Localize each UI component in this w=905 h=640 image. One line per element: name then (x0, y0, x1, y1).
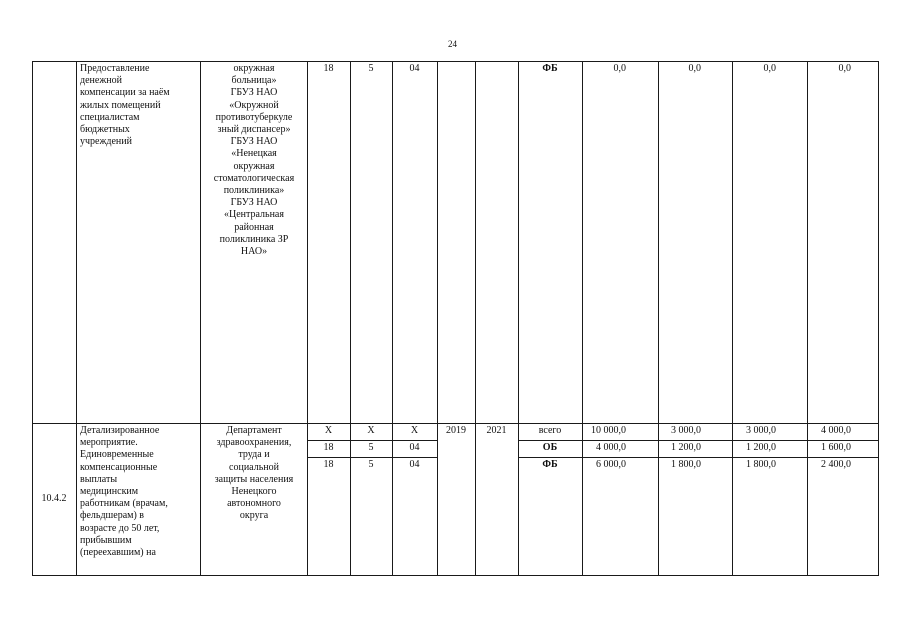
text-line: больница» (231, 75, 277, 87)
text-line: ГБУЗ НАО (230, 136, 278, 148)
text-line: здравоохранения, (216, 437, 292, 449)
page-number: 24 (448, 39, 457, 49)
text-line: медицинским (80, 486, 139, 498)
code-subsection: 04 (409, 442, 420, 453)
col-line (732, 61, 733, 576)
col-line (392, 61, 393, 576)
funding-source: всего (538, 425, 562, 436)
amount-year-3: 2 400,0 (821, 459, 851, 470)
subrow-separator-2 (307, 457, 438, 458)
text-line: окружная (233, 160, 275, 172)
text-line: «Окружной (229, 99, 279, 111)
event-description (80, 425, 200, 559)
text-line: выплаты (80, 473, 118, 485)
text-line: бюджетных (80, 124, 130, 136)
text-line: ГБУЗ НАО (230, 197, 278, 209)
code-subsection: Х (410, 425, 419, 436)
col-line (307, 61, 308, 576)
code-grbs: 18 (323, 442, 334, 453)
event-description (80, 63, 200, 148)
amount-year-3: 1 600,0 (821, 442, 851, 453)
col-line (518, 61, 519, 576)
text-line: возрасте до 50 лет, (80, 522, 160, 534)
text-line: окружная (233, 63, 275, 74)
funding-source: ФБ (542, 459, 558, 470)
col-line (76, 61, 77, 576)
text-line: зный диспансер» (217, 124, 291, 136)
year-end: 2021 (486, 425, 507, 436)
amount-year-1: 3 000,0 (671, 425, 701, 436)
text-line: компенсационные (80, 461, 158, 473)
text-line: прибывшим (80, 534, 132, 546)
col-line (582, 61, 583, 576)
executor (201, 425, 307, 523)
col-line (807, 61, 808, 576)
amount-year-1: 0,0 (688, 63, 701, 74)
text-line: социальной (229, 461, 279, 473)
amount-year-3: 0,0 (838, 63, 851, 74)
text-line: поликлиника» (223, 185, 285, 197)
text-line: стоматологическая (213, 172, 295, 184)
text-line: защиты населения (214, 473, 294, 485)
text-line: Единовременные (80, 449, 154, 461)
amount-year-2: 3 000,0 (746, 425, 776, 436)
text-line: поликлиника ЗР (219, 233, 289, 245)
amount-total: 4 000,0 (596, 442, 626, 453)
executor (201, 63, 307, 258)
row-separator (32, 423, 878, 424)
funding-source: ФБ (542, 63, 558, 74)
amount-year-1: 1 200,0 (671, 442, 701, 453)
code-subsection: 04 (409, 459, 420, 470)
text-line: противотуберкуле (215, 111, 293, 123)
text-line: денежной (80, 75, 122, 87)
text-line: НАО» (240, 246, 268, 258)
row-number: 10.4.2 (41, 493, 67, 504)
amount-year-3: 4 000,0 (821, 425, 851, 436)
code-grbs: Х (324, 425, 333, 436)
text-line: (переехавшим) на (80, 547, 156, 559)
amount-total: 10 000,0 (591, 425, 626, 436)
text-line: специалистам (80, 111, 140, 123)
text-line: округа (239, 510, 269, 522)
code-section: 5 (368, 459, 374, 470)
text-line: районная (234, 221, 274, 233)
text-line: Детализированное (80, 425, 160, 436)
text-line: «Центральная (224, 209, 284, 221)
amount-year-2: 1 200,0 (746, 442, 776, 453)
text-line: жилых помещений (80, 99, 161, 111)
text-line: фельдшерам) в (80, 510, 145, 522)
table-bottom-border (32, 575, 878, 576)
text-line: компенсации за наём (80, 87, 170, 99)
amount-year-2: 1 800,0 (746, 459, 776, 470)
text-line: работникам (врачам, (80, 498, 168, 510)
col-line (475, 61, 476, 576)
text-line: автономного (227, 498, 281, 510)
code-grbs: 18 (323, 63, 334, 74)
subrow-separator-2b (518, 457, 878, 458)
col-line (437, 61, 438, 576)
subrow-separator-1b (518, 440, 878, 441)
text-line: труда и (238, 449, 270, 461)
funding-source: ОБ (542, 442, 558, 453)
text-line: учреждений (80, 136, 132, 148)
text-line: мероприятие. (80, 437, 138, 449)
year-start: 2019 (446, 425, 466, 436)
code-grbs: 18 (323, 459, 334, 470)
amount-total: 6 000,0 (596, 459, 626, 470)
text-line: ГБУЗ НАО (230, 87, 278, 99)
col-line (350, 61, 351, 576)
text-line: Предоставление (80, 63, 150, 74)
amount-total: 0,0 (613, 63, 626, 74)
amount-year-2: 0,0 (763, 63, 776, 74)
table-top-border (32, 61, 878, 62)
code-section: 5 (368, 63, 374, 74)
text-line: Ненецкого (231, 486, 277, 498)
col-line (658, 61, 659, 576)
text-line: Департамент (226, 425, 282, 436)
col-line (878, 61, 879, 576)
code-section: Х (367, 425, 375, 436)
text-line: «Ненецкая (231, 148, 277, 160)
code-subsection: 04 (409, 63, 420, 74)
amount-year-1: 1 800,0 (671, 459, 701, 470)
code-section: 5 (368, 442, 374, 453)
subrow-separator-1 (307, 440, 438, 441)
